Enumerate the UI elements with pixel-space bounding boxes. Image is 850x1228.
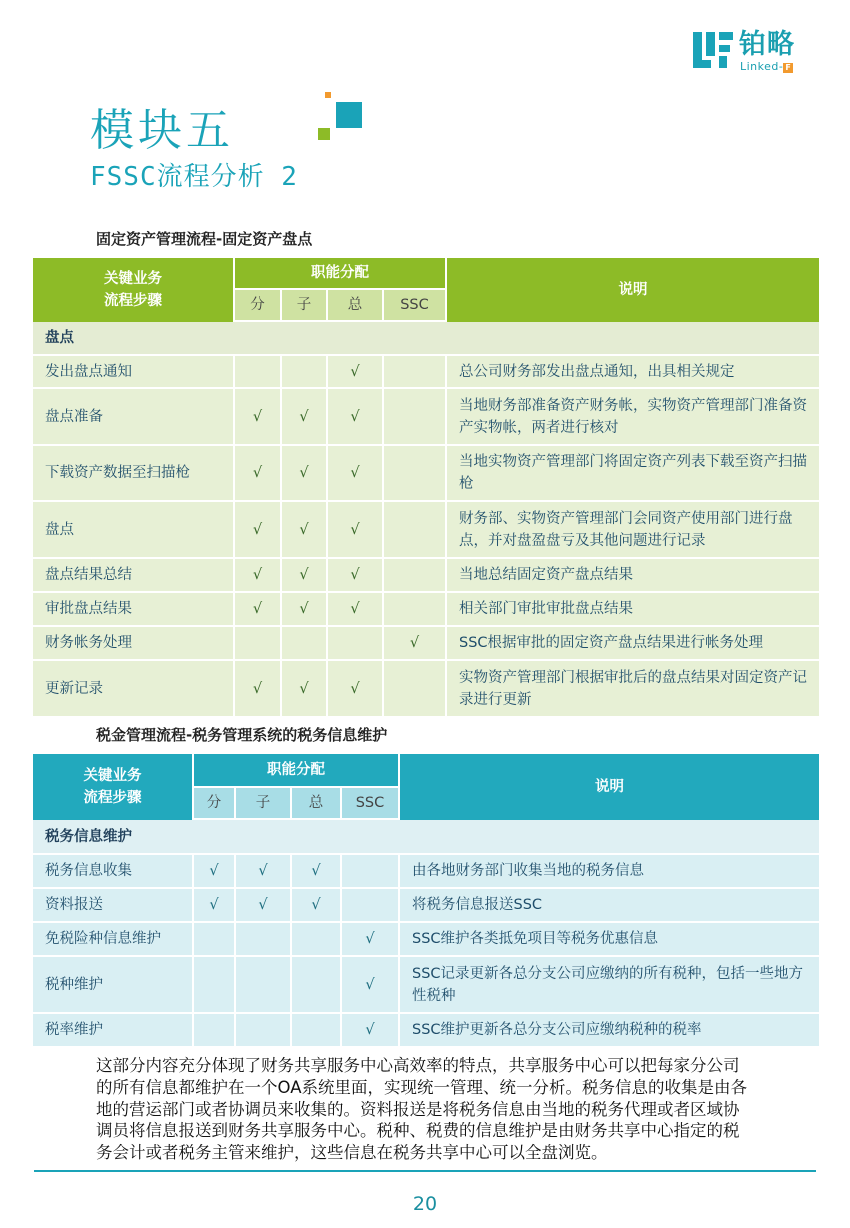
header-step: 关键业务 流程步骤: [33, 258, 235, 322]
step-cell: 盘点准备: [33, 389, 235, 446]
desc-cell: 当地财务部准备资产财务帐，实物资产管理部门准备资产实物帐，两者进行核对: [447, 389, 821, 446]
ssc-cell: [342, 889, 400, 923]
fen-cell: √: [235, 559, 282, 593]
zi-cell: √: [282, 389, 328, 446]
tax-info-table: [33, 754, 821, 1046]
desc-cell: 相关部门审批审批盘点结果: [447, 593, 821, 627]
fen-cell: √: [235, 389, 282, 446]
ssc-cell: [384, 559, 447, 593]
table2-caption: 税金管理流程-税务管理系统的税务信息维护: [96, 726, 388, 744]
table1-caption: 固定资产管理流程-固定资产盘点: [96, 230, 313, 248]
footer-divider: [34, 1170, 816, 1172]
page-subtitle: FSSC流程分析 2: [90, 162, 298, 192]
zi-cell: √: [236, 855, 292, 889]
table-row: [33, 627, 821, 661]
zong-cell: [292, 957, 342, 1014]
header-step: 关键业务 流程步骤: [33, 754, 194, 820]
fen-cell: √: [235, 661, 282, 716]
zi-cell: √: [282, 502, 328, 559]
table-row: [33, 356, 821, 389]
step-cell: 税种维护: [33, 957, 194, 1014]
paragraph-line: 这部分内容充分体现了财务共享服务中心高效率的特点，共享服务中心可以把每家分公司: [96, 1056, 740, 1075]
fen-cell: [194, 923, 236, 957]
section-row: 税务信息维护: [33, 820, 821, 855]
logo-mark-icon: [693, 30, 733, 70]
ssc-cell: [384, 593, 447, 627]
zi-cell: √: [282, 593, 328, 627]
zong-cell: √: [292, 889, 342, 923]
paragraph-line: 调员将信息报送到财务共享服务中心。税种、税费的信息维护是由财务共享中心指定的税: [96, 1121, 740, 1141]
header-roles: 职能分配: [235, 258, 447, 290]
fen-cell: [235, 356, 282, 389]
paragraph-line: 地的营运部门或者协调员来收集的。资料报送是将税务信息由当地的税务代理或者区域协: [96, 1099, 740, 1119]
zong-cell: √: [328, 559, 384, 593]
ssc-cell: √: [384, 627, 447, 661]
desc-cell: 由各地财务部门收集当地的税务信息: [400, 855, 821, 889]
zi-cell: √: [236, 889, 292, 923]
step-cell: 下载资产数据至扫描枪: [33, 446, 235, 502]
table-row: [33, 889, 821, 923]
zong-cell: √: [292, 855, 342, 889]
zi-cell: √: [282, 446, 328, 502]
ssc-cell: √: [342, 1014, 400, 1046]
fen-cell: √: [235, 502, 282, 559]
zong-cell: [292, 1014, 342, 1046]
header-ssc: SSC: [342, 788, 400, 820]
table-row: [33, 593, 821, 627]
logo-name-cn: 铂略: [739, 29, 795, 60]
step-cell: 盘点: [33, 502, 235, 559]
step-cell: 免税险种信息维护: [33, 923, 194, 957]
step-cell: 发出盘点通知: [33, 356, 235, 389]
header-roles: 职能分配: [194, 754, 400, 788]
zong-cell: √: [328, 661, 384, 716]
brand-logo: [693, 30, 813, 74]
desc-cell: 将税务信息报送SSC: [400, 889, 821, 923]
deco-square-green: [318, 128, 330, 140]
step-cell: 盘点结果总结: [33, 559, 235, 593]
table-row: [33, 855, 821, 889]
table-row: [33, 923, 821, 957]
ssc-cell: [384, 389, 447, 446]
zong-cell: √: [328, 446, 384, 502]
step-cell: 税率维护: [33, 1014, 194, 1046]
desc-cell: SSC记录更新各总分支公司应缴纳的所有税种，包括一些地方性税种: [400, 957, 821, 1014]
deco-square-teal: [336, 102, 362, 128]
table-row: [33, 1014, 821, 1046]
header-ssc: SSC: [384, 290, 447, 322]
desc-cell: SSC维护更新各总分支公司应缴纳税种的税率: [400, 1014, 821, 1046]
table-row: [33, 502, 821, 559]
zi-cell: [282, 627, 328, 661]
table-row: [33, 446, 821, 502]
ssc-cell: √: [342, 923, 400, 957]
desc-cell: 总公司财务部发出盘点通知，出具相关规定: [447, 356, 821, 389]
fen-cell: √: [235, 446, 282, 502]
step-cell: 更新记录: [33, 661, 235, 716]
header-desc: 说明: [400, 754, 821, 820]
header-zi: 子: [236, 788, 292, 820]
fen-cell: [235, 627, 282, 661]
fixed-asset-table: [33, 258, 821, 716]
step-cell: 资料报送: [33, 889, 194, 923]
table-row: [33, 389, 821, 446]
zi-cell: [236, 957, 292, 1014]
step-cell: 审批盘点结果: [33, 593, 235, 627]
header-fen: 分: [194, 788, 236, 820]
zong-cell: √: [328, 389, 384, 446]
zi-cell: √: [282, 559, 328, 593]
zi-cell: [236, 1014, 292, 1046]
ssc-cell: [384, 446, 447, 502]
desc-cell: 当地实物资产管理部门将固定资产列表下载至资产扫描枪: [447, 446, 821, 502]
section-row: 盘点: [33, 322, 821, 356]
page-number: 20: [412, 1193, 438, 1215]
header-fen: 分: [235, 290, 282, 322]
paragraph-line: 务会计或者税务主管来维护，这些信息在税务共享中心可以全盘浏览。: [96, 1143, 608, 1163]
header-desc: 说明: [447, 258, 821, 322]
desc-cell: 财务部、实物资产管理部门会同资产使用部门进行盘点，并对盘盈盘亏及其他问题进行记录: [447, 502, 821, 559]
zi-cell: √: [282, 661, 328, 716]
paragraph-line: 的所有信息都维护在一个OA系统里面，实现统一管理、统一分析。税务信息的收集是由各: [96, 1077, 747, 1097]
logo-badge: F: [785, 63, 792, 72]
zong-cell: [292, 923, 342, 957]
zong-cell: √: [328, 356, 384, 389]
fen-cell: [194, 957, 236, 1014]
desc-cell: SSC根据审批的固定资产盘点结果进行帐务处理: [447, 627, 821, 661]
summary-paragraph: [96, 1055, 786, 1164]
ssc-cell: [342, 855, 400, 889]
step-cell: 税务信息收集: [33, 855, 194, 889]
desc-cell: SSC维护各类抵免项目等税务优惠信息: [400, 923, 821, 957]
ssc-cell: [384, 502, 447, 559]
zi-cell: [236, 923, 292, 957]
table-row: [33, 957, 821, 1014]
ssc-cell: [384, 356, 447, 389]
zong-cell: √: [328, 593, 384, 627]
page-title: 模块五: [90, 105, 234, 156]
ssc-cell: √: [342, 957, 400, 1014]
ssc-cell: [384, 661, 447, 716]
header-zi: 子: [282, 290, 328, 322]
deco-square-orange: [325, 92, 331, 98]
step-cell: 财务帐务处理: [33, 627, 235, 661]
header-zong: 总: [328, 290, 384, 322]
zi-cell: [282, 356, 328, 389]
desc-cell: 实物资产管理部门根据审批后的盘点结果对固定资产记录进行更新: [447, 661, 821, 716]
fen-cell: √: [194, 855, 236, 889]
header-zong: 总: [292, 788, 342, 820]
logo-name-en: Linked- F: [740, 60, 792, 73]
table-row: [33, 661, 821, 716]
table-row: [33, 559, 821, 593]
zong-cell: √: [328, 502, 384, 559]
fen-cell: √: [235, 593, 282, 627]
fen-cell: √: [194, 889, 236, 923]
desc-cell: 当地总结固定资产盘点结果: [447, 559, 821, 593]
fen-cell: [194, 1014, 236, 1046]
zong-cell: [328, 627, 384, 661]
